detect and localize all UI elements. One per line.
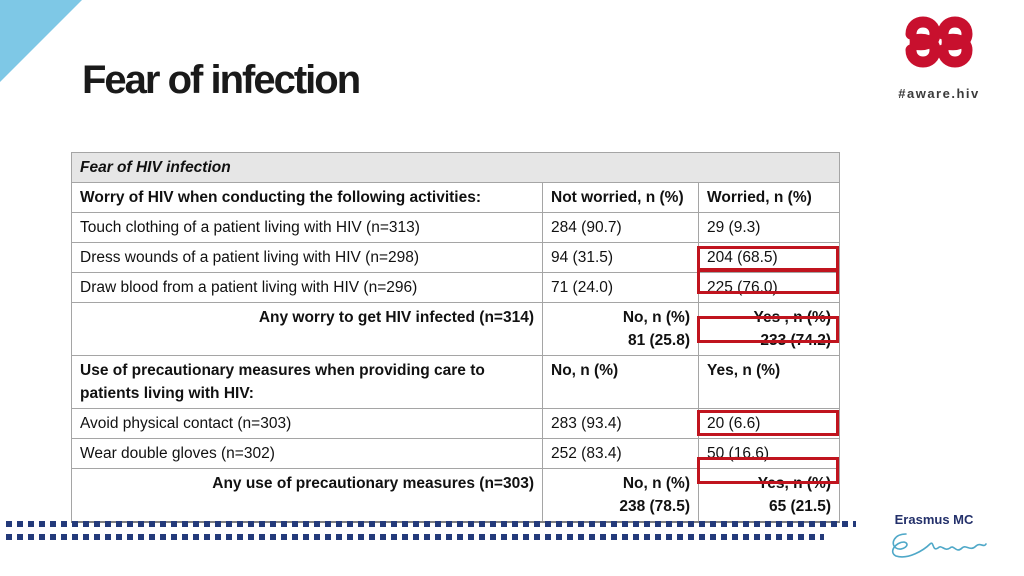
row-not-worried-value: 71 (24.0) (543, 273, 699, 303)
precaution-column-header-row (72, 356, 840, 409)
precaution-no-column-header: No, n (%) (543, 356, 699, 409)
highlight-box-any-precaution-yes (697, 457, 839, 484)
worry-summary-no-label: No, n (%) (622, 309, 690, 326)
aware-hiv-logo (893, 10, 985, 102)
row-not-worried-value: 284 (90.7) (543, 213, 699, 243)
row-not-worried-value: 94 (31.5) (543, 243, 699, 273)
worry-summary-no (543, 303, 699, 356)
worry-summary-yes-value: 233 (74.2) (760, 332, 831, 349)
precaution-summary-no-value: 238 (78.5) (619, 498, 690, 515)
row-label: Touch clothing of a patient living with HIV (n=313) (72, 213, 543, 243)
worry-section-title: Worry of HIV when conducting the following activities: (72, 183, 543, 213)
row-yes-value: 50 (16.6) (699, 439, 840, 469)
row-yes-value: 20 (6.6) (699, 409, 840, 439)
corner-accent (0, 0, 82, 82)
row-no-value: 283 (93.4) (543, 409, 699, 439)
highlight-box-any-worry-yes (697, 316, 839, 343)
decorative-dotted-line-bottom (6, 534, 824, 540)
row-no-value: 252 (83.4) (543, 439, 699, 469)
aware-hiv-logo-icon (903, 10, 975, 74)
aware-hiv-text: #aware.hiv (898, 86, 980, 101)
precaution-section-title: Use of precautionary measures when providing care to patients living with HIV: (72, 356, 543, 409)
precaution-summary-yes-label: Yes, n (%) (757, 475, 831, 492)
decorative-dotted-line-top (6, 521, 856, 527)
highlight-box-draw-blood-worried (697, 269, 839, 294)
worry-summary-yes-label: Yes , n (%) (753, 309, 831, 326)
slide-title: Fear of infection (82, 58, 360, 102)
row-worried-value: 29 (9.3) (699, 213, 840, 243)
table-header-row (72, 153, 840, 183)
precaution-summary-label: Any use of precautionary measures (n=303) (72, 469, 543, 523)
highlight-box-double-gloves-yes (697, 410, 839, 436)
not-worried-column-header: Not worried, n (%) (543, 183, 699, 213)
row-label: Draw blood from a patient living with HIV (n=296) (72, 273, 543, 303)
precaution-summary-no (543, 469, 699, 523)
row-label: Wear double gloves (n=302) (72, 439, 543, 469)
table-header: Fear of HIV infection (72, 153, 840, 183)
row-worried-value: 204 (68.5) (699, 243, 840, 273)
worry-column-header-row (72, 183, 840, 213)
worry-summary-no-value: 81 (25.8) (627, 332, 690, 349)
erasmus-mc-text: Erasmus MC (894, 512, 974, 527)
worry-summary-label: Any worry to get HIV infected (n=314) (72, 303, 543, 356)
worried-column-header: Worried, n (%) (699, 183, 840, 213)
erasmus-signature-icon (884, 530, 988, 560)
table-row (72, 213, 840, 243)
row-label: Avoid physical contact (n=303) (72, 409, 543, 439)
row-label: Dress wounds of a patient living with HIV (n=298) (72, 243, 543, 273)
precaution-summary-yes-value: 65 (21.5) (768, 498, 831, 515)
row-worried-value: 225 (76.0) (699, 273, 840, 303)
highlight-box-dress-wounds-worried (697, 246, 839, 271)
precaution-yes-column-header: Yes, n (%) (699, 356, 840, 409)
precaution-summary-no-label: No, n (%) (622, 475, 690, 492)
erasmus-mc-logo (884, 512, 988, 560)
